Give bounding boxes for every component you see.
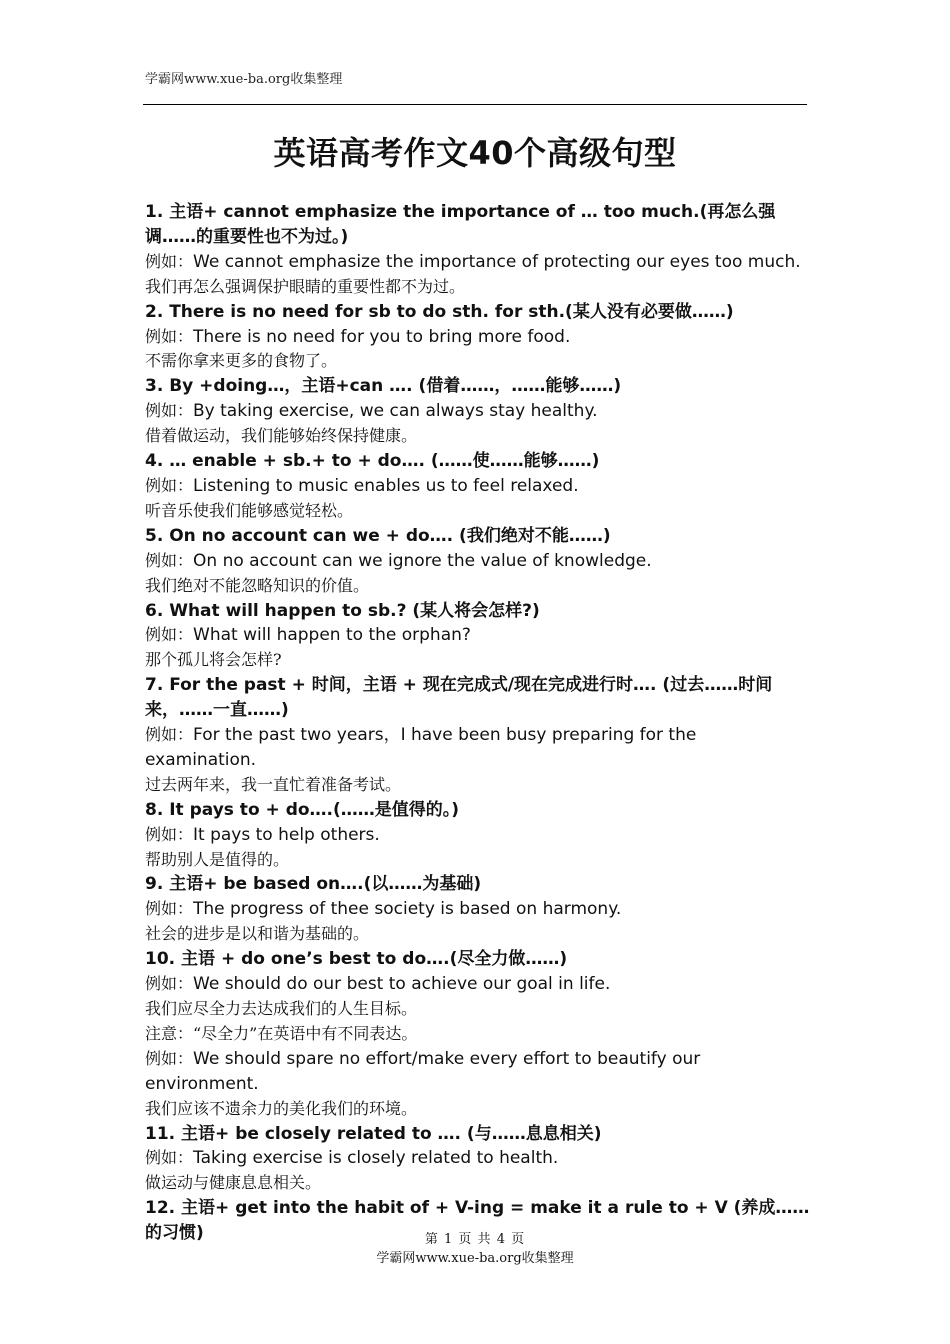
example-label: 例如： [145,899,194,919]
chinese-translation: 社会的进步是以和谐为基础的。 [145,924,370,944]
pattern-heading: 10. 主语 + do one’s best to do….(尽全力做……) [145,949,568,970]
chinese-translation: 听音乐使我们能够感觉轻松。 [145,500,354,520]
pattern-heading: 7. For the past + 时间，主语 + 现在完成式/现在完成进行时…. (过去……时间来，……一直……) [145,675,773,721]
document-title: 英语高考作文40个高级句型 [273,134,677,172]
pattern-heading: 3. By +doing…，主语+can …. (借着……，……能够……) [145,376,622,397]
pattern-heading: 11. 主语+ be closely related to …. (与……息息相关) [145,1123,602,1144]
example-label: 例如： [145,1048,194,1068]
example-text: Taking exercise is closely related to health. [193,1148,559,1169]
pattern-heading: 9. 主语+ be based on….(以……为基础) [145,874,482,895]
page-number: 第 1 页 共 4 页 [424,1232,526,1247]
chinese-translation: 那个孤儿将会怎样? [145,650,282,670]
example-sentence [145,723,810,773]
example-sentence [145,1146,810,1171]
chinese-translation: 帮助别人是值得的。 [145,849,290,869]
example-label: 例如： [145,625,194,645]
example-label: 例如： [145,725,194,745]
example-sentence [145,623,810,648]
page-header: 学霸网www.xue-ba.org收集整理 [145,72,343,87]
example-sentence [145,399,810,424]
header-divider [143,104,807,105]
example-label: 例如： [145,475,194,495]
page-footer: 学霸网www.xue-ba.org收集整理 [376,1251,574,1266]
chinese-translation: 我们再怎么强调保护眼睛的重要性都不为过。 [145,276,466,296]
chinese-translation: 我们应该不遗余力的美化我们的环境。 [145,1098,418,1118]
example-text: The progress of thee society is based on harmony. [193,899,622,920]
example-text: For the past two years，I have been busy preparing for the examination. [145,725,697,770]
chinese-translation: 过去两年来，我一直忙着准备考试。 [145,774,402,794]
example-text: We should do our best to achieve our goal in life. [193,974,611,995]
example-label: 例如： [145,1148,194,1168]
example-sentence [145,1047,810,1097]
pattern-heading: 8. It pays to + do….(……是值得的。) [145,799,460,820]
example-label: 例如： [145,974,194,994]
chinese-translation: 注意：“尽全力”在英语中有不同表达。 [145,1023,418,1043]
example-label: 例如： [145,326,194,346]
example-label: 例如： [145,824,194,844]
example-text: On no account can we ignore the value of knowledge. [193,550,652,571]
example-label: 例如： [145,251,194,271]
example-sentence [145,823,810,848]
example-label: 例如： [145,550,194,570]
example-label: 例如： [145,401,194,421]
pattern-heading: 4. … enable + sb.+ to + do…. (……使……能够……) [145,451,600,472]
example-text: What will happen to the orphan? [193,625,471,646]
chinese-translation: 我们应尽全力去达成我们的人生目标。 [145,999,418,1018]
example-sentence [145,549,810,574]
example-sentence [145,474,810,499]
sentence-pattern-list [145,200,810,1246]
pattern-heading: 2. There is no need for sb to do sth. for sth.(某人没有必要做……) [145,301,734,322]
chinese-translation: 做运动与健康息息相关。 [145,1173,322,1193]
example-sentence [145,250,810,275]
pattern-heading: 12. 主语+ get into the habit of + V-ing = make it a rule to + V (养成……的习惯) [145,1198,810,1244]
example-sentence [145,897,810,922]
example-text: We should spare no effort/make every effort to beautify our environment. [145,1048,701,1094]
example-sentence [145,972,810,997]
chinese-translation: 借着做运动，我们能够始终保持健康。 [145,426,418,446]
chinese-translation: 我们绝对不能忽略知识的价值。 [145,575,370,595]
pattern-heading: 1. 主语+ cannot emphasize the importance of … too much.(再怎么强调……的重要性也不为过。) [145,202,776,247]
pattern-heading: 5. On no account can we + do…. (我们绝对不能……) [145,525,611,546]
pattern-heading: 6. What will happen to sb.? (某人将会怎样?) [145,600,540,621]
example-text: It pays to help others. [193,824,380,845]
example-text: Listening to music enables us to feel relaxed. [193,475,579,496]
chinese-translation: 不需你拿来更多的食物了。 [145,351,338,371]
example-text: By taking exercise, we can always stay healthy. [193,401,598,422]
example-sentence [145,325,810,350]
example-text: We cannot emphasize the importance of protecting our eyes too much. [193,251,801,272]
example-text: There is no need for you to bring more food. [193,326,571,347]
